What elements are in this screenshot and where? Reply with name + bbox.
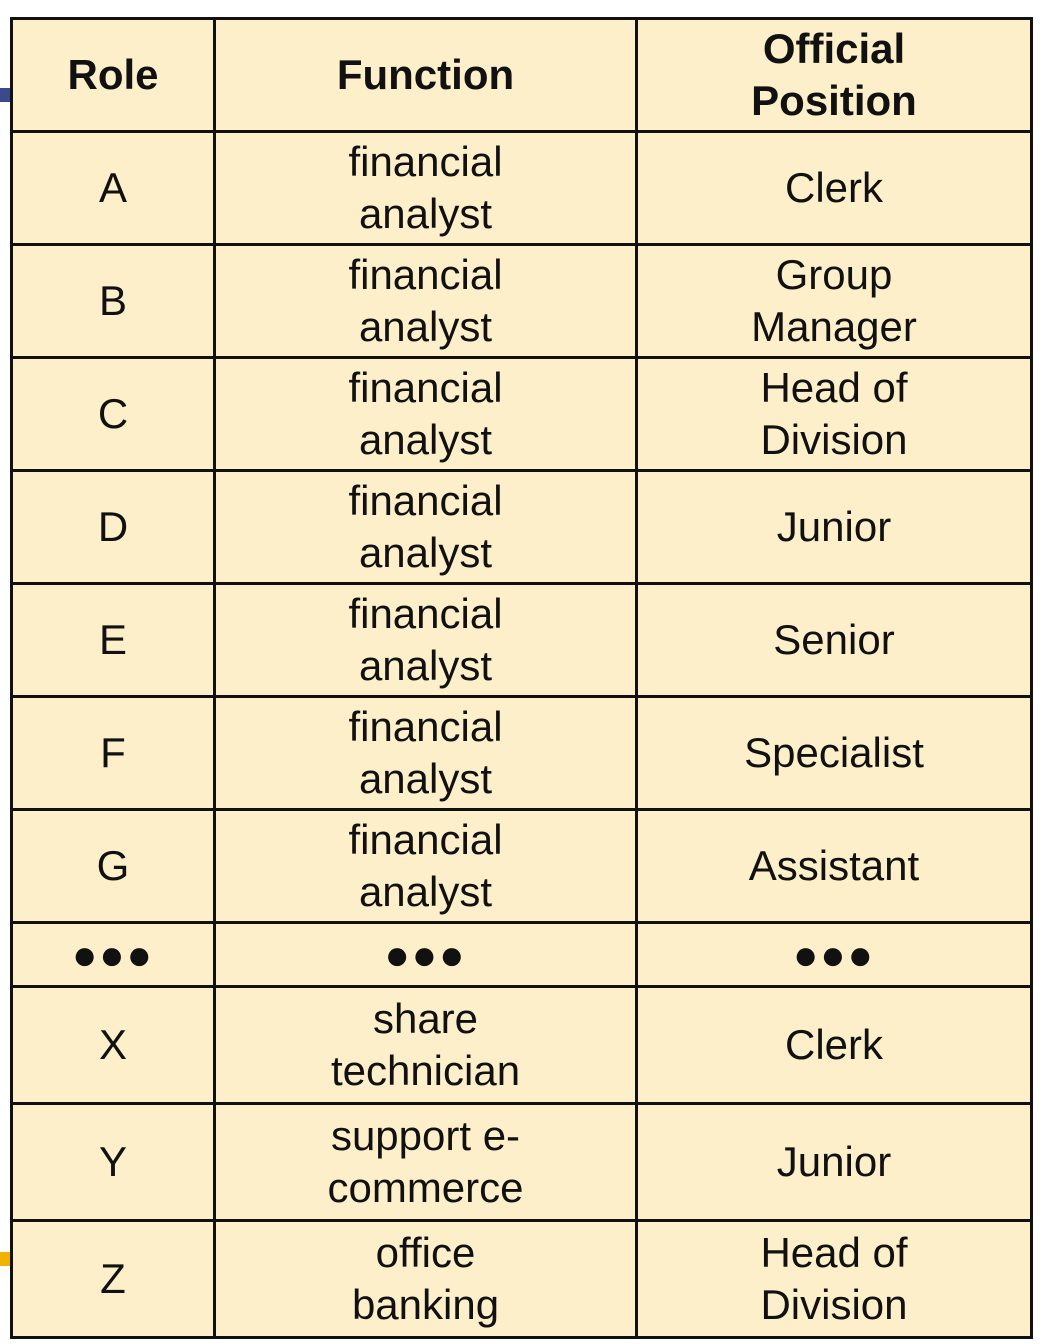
cell-function: share technician <box>215 987 637 1104</box>
cell-role: C <box>12 358 215 471</box>
cell-role: Z <box>12 1221 215 1338</box>
cell-position: Assistant <box>637 810 1032 923</box>
cell-position: Junior <box>637 471 1032 584</box>
header-row <box>12 19 1032 132</box>
ellipsis-row <box>12 923 1032 987</box>
cell-role: F <box>12 697 215 810</box>
header-official-position: Official Position <box>637 19 1032 132</box>
table-row <box>12 584 1032 697</box>
cell-position: Clerk <box>637 132 1032 245</box>
cell-function: office banking <box>215 1221 637 1338</box>
table-row <box>12 471 1032 584</box>
cell-position: Head of Division <box>637 1221 1032 1338</box>
table-row <box>12 810 1032 923</box>
cell-role: D <box>12 471 215 584</box>
cell-role: A <box>12 132 215 245</box>
cell-function: financial analyst <box>215 584 637 697</box>
table-row <box>12 987 1032 1104</box>
table-row <box>12 697 1032 810</box>
table-row <box>12 1221 1032 1338</box>
cell-role: E <box>12 584 215 697</box>
cell-role: B <box>12 245 215 358</box>
roles-table <box>10 17 1033 1339</box>
cell-position: Head of Division <box>637 358 1032 471</box>
cell-function: financial analyst <box>215 471 637 584</box>
cell-position: Specialist <box>637 697 1032 810</box>
cell-role: G <box>12 810 215 923</box>
header-function: Function <box>215 19 637 132</box>
ellipsis-position: ●●● <box>637 923 1032 987</box>
cell-position: Junior <box>637 1104 1032 1221</box>
cell-function: financial analyst <box>215 810 637 923</box>
ellipsis-function: ●●● <box>215 923 637 987</box>
cell-role: X <box>12 987 215 1104</box>
cell-role: Y <box>12 1104 215 1221</box>
table-row <box>12 1104 1032 1221</box>
cell-position: Group Manager <box>637 245 1032 358</box>
table-row <box>12 358 1032 471</box>
cell-function: financial analyst <box>215 245 637 358</box>
header-role: Role <box>12 19 215 132</box>
table-row <box>12 132 1032 245</box>
cell-function: support e- commerce <box>215 1104 637 1221</box>
cell-position: Clerk <box>637 987 1032 1104</box>
cell-position: Senior <box>637 584 1032 697</box>
ellipsis-role: ●●● <box>12 923 215 987</box>
cell-function: financial analyst <box>215 132 637 245</box>
table-row <box>12 245 1032 358</box>
cell-function: financial analyst <box>215 697 637 810</box>
cell-function: financial analyst <box>215 358 637 471</box>
